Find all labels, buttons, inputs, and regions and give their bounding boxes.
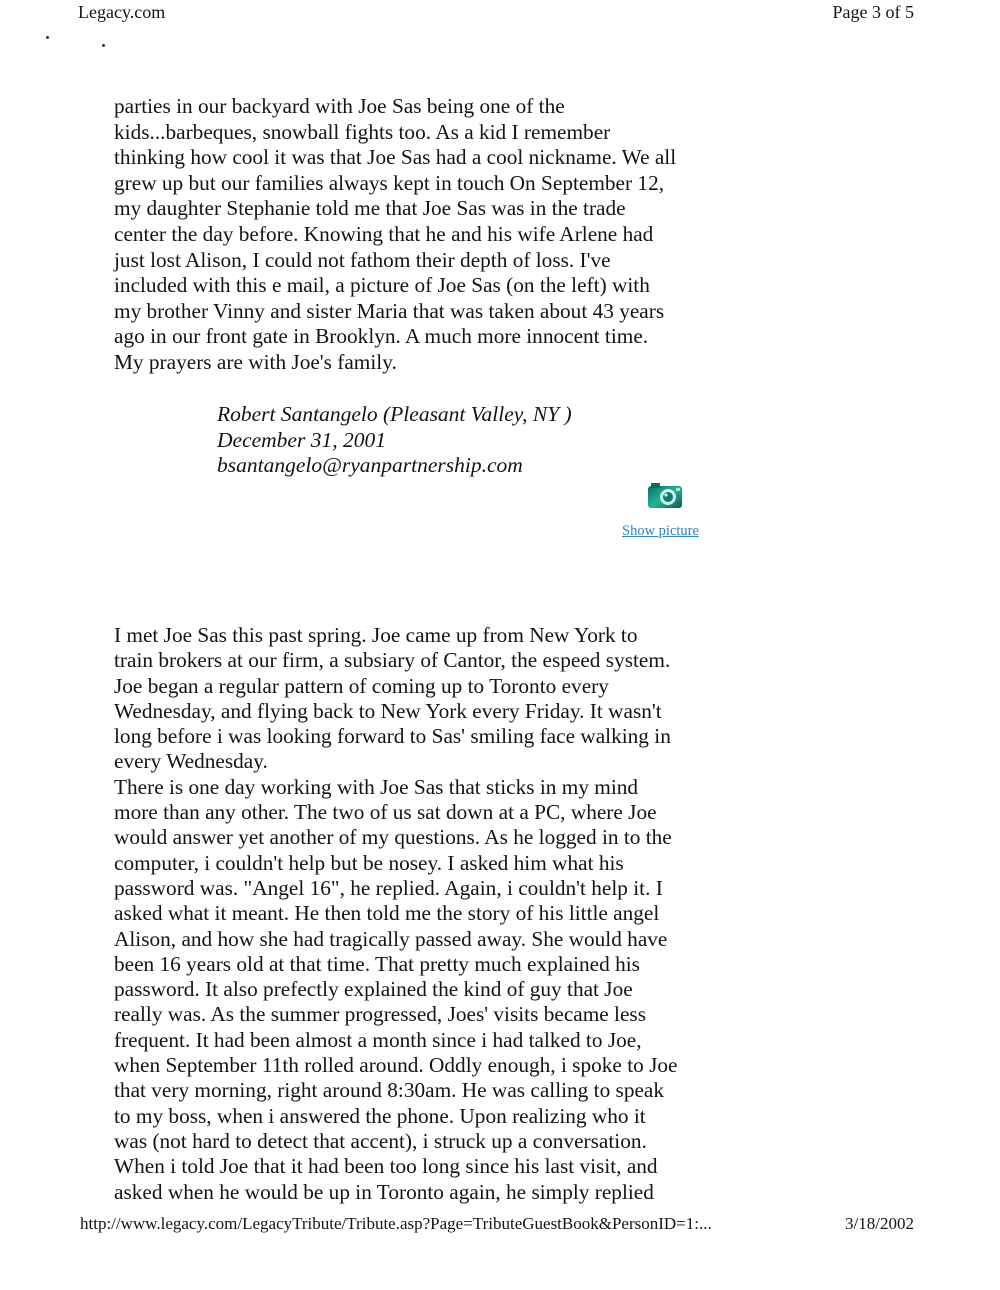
footer-url: http://www.legacy.com/LegacyTribute/Tribute.asp?Page=TributeGuestBook&PersonID=1:... [80,1214,712,1233]
guestbook-entry-message: parties in our backyard with Joe Sas being one of the kids...barbeques, snowball fights too. As a kid I remember thinking how cool it was that Joe Sas had a cool nickname. We all grew up but our families always kept in touch On September 12, my daughter Stephanie told me that Joe Sas was in the trade center the day before. Knowing that he and his wife Arlene had just lost Alison, I could not fathom their depth of loss. I've included with this e mail, a picture of Joe Sas (on the left) with my brother Vinny and sister Maria that was taken about 43 years ago in our front gate in Brooklyn. A much more innocent time. My prayers are with Joe's family. [114,94,677,374]
page-indicator: Page 3 of 5 [832,2,914,22]
scan-speck [102,44,105,47]
guestbook-entry-message: I met Joe Sas this past spring. Joe came up from New York to train brokers at our firm, a subsiary of Cantor, the espeed system. Joe began a regular pattern of coming up to Toronto every Wednesday, and flying back to New York every Friday. It wasn't long before i was looking forward to Sas' smiling face walking in every Wednesday. There is one day working with Joe Sas that sticks in my mind more than any other. The two of us sat down at a PC, where Joe would answer yet another of my questions. As he logged in to the computer, i couldn't help but be nosey. I asked him what his password was. "Angel 16", he replied. Again, i couldn't help it. I asked what it meant. He then told me the story of his little angel Alison, and how she had tragically passed away. She would have been 16 years old at that time. That pretty much explained his password. It also prefectly explained the kind of guy that Joe really was. As the summer progressed, Joes' visits became less frequent. It had been almost a month since i had talked to Joe, when September 11th rolled around. Oddly enough, i spoke to Joe that very morning, right around 8:30am. He was calling to speak to my boss, when i answered the phone. Upon realizing who it was (not hard to detect that accent), i struck up a conversation. When i told Joe that it had been too long since his last visit, and asked when he would be up in Toronto again, he simply replied [114,623,678,1204]
entry-email: bsantangelo@ryanpartnership.com [217,453,523,477]
show-picture-link[interactable]: Show picture [622,523,699,539]
camera-icon-graphic [646,480,686,510]
footer-print-date: 3/18/2002 [845,1214,914,1233]
camera-icon[interactable] [646,480,686,510]
site-name: Legacy.com [78,2,166,22]
scan-speck [46,36,49,39]
entry-signature [217,402,572,479]
entry-author: Robert Santangelo (Pleasant Valley, NY ) [217,402,572,426]
entry-date: December 31, 2001 [217,427,386,452]
